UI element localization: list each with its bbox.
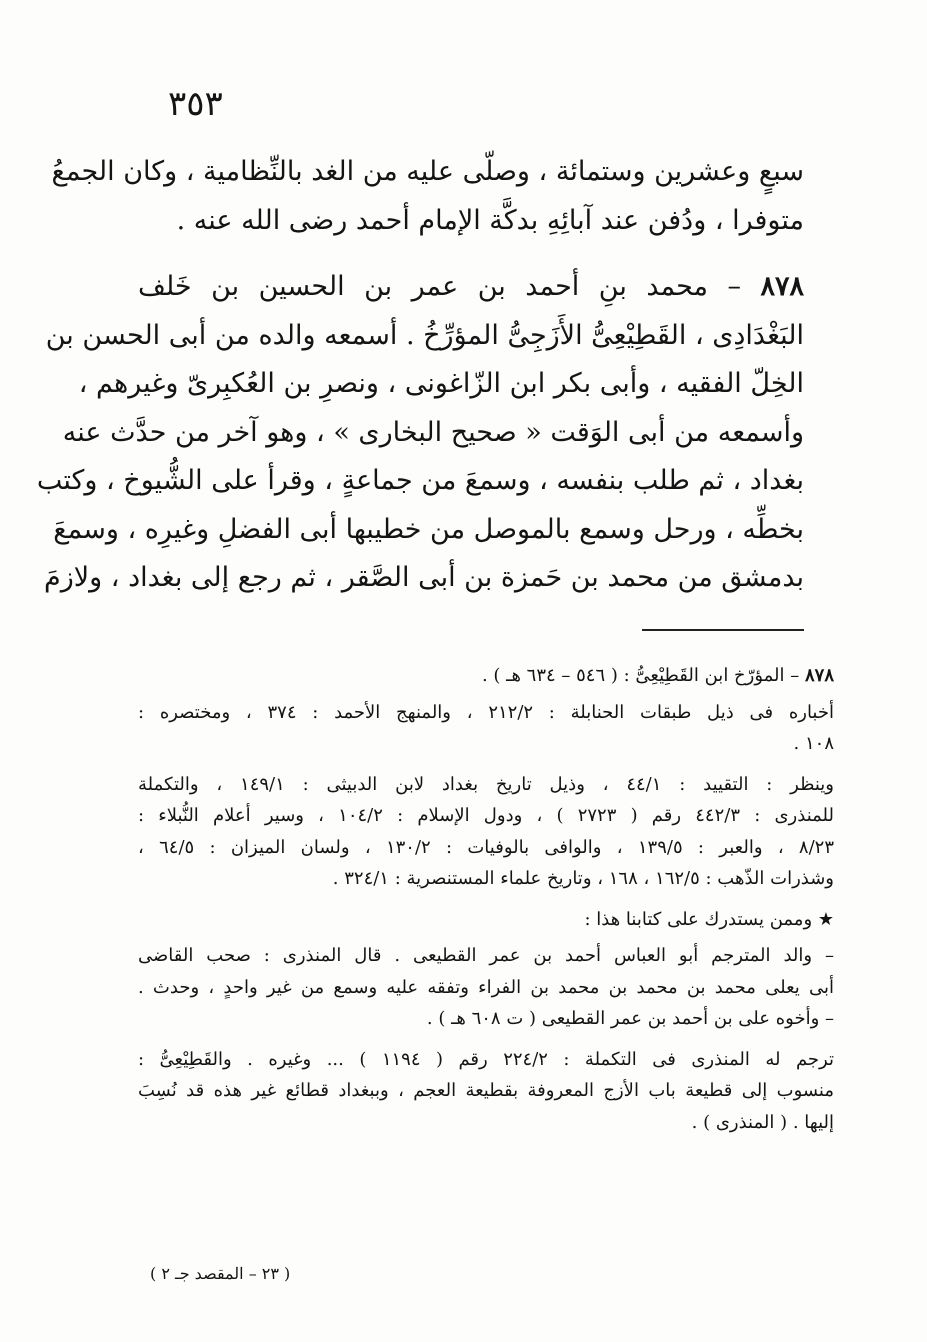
footnote-line: إليها . ( المنذرى ) . <box>691 1111 834 1133</box>
footnote-line: ترجم له المنذرى فى التكملة : ٢٢٤/٢ رقم ( ١١٩٤ ) ... وغيره . والقَطِيْعِىُّ : <box>138 1048 834 1070</box>
text-line: وأسمعه من أبى الوَقت « صحيح البخارى » ، وهو آخر من حدَّث عنه <box>62 416 804 448</box>
footnote-heading-text: – المؤرّخ ابن القَطِيْعِىُّ : ( ٥٤٦ – ٦٣٤ هـ ) . <box>481 665 805 686</box>
footnote-line: – وأخوه على بن أحمد بن عمر القطيعى ( ت ٦٠٨ هـ ) . <box>426 1008 834 1029</box>
footnote-line: وشذرات الذّهب : ١٦٢/٥ ، ١٦٨ ، وتاريخ علماء المستنصرية : ٣٢٤/١ . <box>332 868 834 889</box>
main-text <box>36 148 804 603</box>
footnote-line: أبى يعلى محمد بن محمد بن محمد بن الفراء وتفقه عليه وسمع من غير واحدٍ ، وحدث . <box>138 976 834 998</box>
text-line: بغداد ، ثم طلب بنفسه ، وسمعَ من جماعةٍ ، وقرأ على الشُّيوخ ، وكتب <box>36 465 804 496</box>
signature-mark: ( ٢٣ – المقصد جـ ٢ ) <box>150 1264 291 1283</box>
footnotes <box>138 660 834 1138</box>
page-number: ٣٥٣ <box>168 84 223 124</box>
footnote-line: ١٠٨ . <box>793 733 834 754</box>
text-line: متوفرا ، ودُفن عند آبائِهِ بدكَّة الإمام أحمد رضى الله عنه . <box>176 204 804 236</box>
footnote-line: أخباره فى ذيل طبقات الحنابلة : ٢١٢/٢ ، والمنهج الأحمد : ٣٧٤ ، ومختصره : <box>138 701 834 723</box>
text-line: بدمشق من محمد بن حَمزة بن أبى الصَّقر ، ثم رجع إلى بغداد ، ولازمَ <box>44 562 804 593</box>
entry-heading-line <box>138 263 804 312</box>
footnote-line: ★ وممن يستدرك على كتابنا هذا : <box>584 908 834 930</box>
footnote-line: وينظر : التقييد : ٤٤/١ ، وذيل تاريخ بغداد لابن الدبيثى : ١٤٩/١ ، والتكملة <box>138 773 834 795</box>
footnote-line: منسوب إلى قطيعة باب الأزج المعروفة بقطيعة العجم ، وببغداد قطائع غير هذه قد نُسِبَ <box>138 1080 834 1101</box>
footnote-divider <box>642 629 804 631</box>
text-line: البَغْدَادِى ، القَطِيْعِىُّ الأَزَجِىُّ المؤرِّخُ . أسمعه والده من أبى الحسن بن <box>45 319 804 351</box>
entry-number: ٨٧٨ <box>760 271 804 302</box>
footnote-heading <box>138 660 834 692</box>
text-line: الخِلّ الفقيه ، وأبى بكر ابن الزّاغونى ، ونصرِ بن العُكبِرىّ وغيرهم ، <box>78 368 804 399</box>
text-line: بخطِّه ، ورحل وسمع بالموصل من خطيبها أبى الفضلِ وغيرِه ، وسمعَ <box>53 513 804 545</box>
footnote-entry-number: ٨٧٨ <box>804 665 834 686</box>
entry-heading-text: – محمد بنِ أحمد بن عمر بن الحسين بن خَلف <box>138 271 761 302</box>
footnote-line: – والد المترجم أبو العباس أحمد بن عمر القطيعى . قال المنذرى : صحب القاضى <box>138 945 834 966</box>
footnote-line: ٨/٢٣ ، والعبر : ١٣٩/٥ ، والوافى بالوفيات : ١٣٠/٢ ، ولسان الميزان : ٦٤/٥ ، <box>138 836 834 858</box>
text-line: سبعٍ وعشرين وستمائة ، وصلّى عليه من الغد بالنِّظامية ، وكان الجمعُ <box>51 156 804 187</box>
footnote-line: للمنذرى : ٤٤٢/٣ رقم ( ٢٧٢٣ ) ، ودول الإسلام : ١٠٤/٢ ، وسير أعلام النُّبلاء : <box>138 805 834 826</box>
